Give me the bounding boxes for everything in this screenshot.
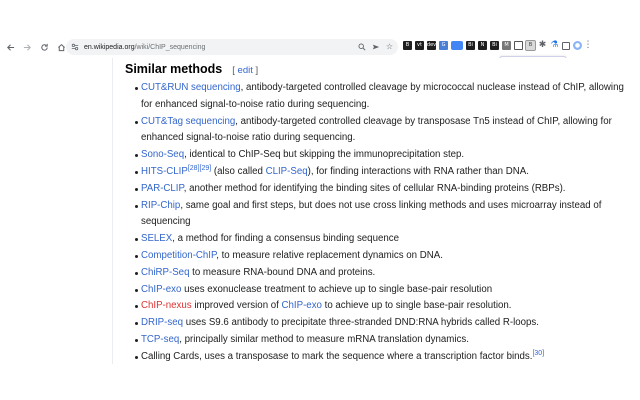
list-item: DRIP-seq uses S9.6 antibody to precipitate three-stranded DND:RNA hybrids called R-loops. (141, 315, 631, 332)
list-item: ChiRP-Seq to measure RNA-bound DNA and proteins. (141, 265, 631, 282)
citation-link[interactable]: [30] (532, 349, 545, 357)
browser-toolbar (0, 36, 640, 58)
extension-icon[interactable] (514, 41, 523, 50)
list-item: Calling Cards, uses a transposase to mark the sequence where a transcription factor binds.[30] (141, 349, 631, 366)
share-icon[interactable] (371, 42, 380, 51)
extension-icon[interactable]: Bi (466, 41, 475, 50)
extension-icon[interactable]: dev (426, 42, 437, 48)
extension-badge-icon[interactable] (451, 41, 463, 50)
list-item: HITS-CLIP[28][29] (also called CLIP-Seq), for finding interactions with RNA rather than DNA. (141, 164, 631, 181)
item-link[interactable]: RIP-Chip (141, 199, 181, 211)
extension-icon[interactable]: B (403, 41, 412, 50)
extension-icon[interactable]: vt (415, 41, 424, 50)
bulletpoints-extension-icon[interactable]: B (526, 41, 535, 50)
url-text[interactable]: en.wikipedia.org/wiki/ChIP_sequencing (84, 43, 206, 51)
edit-section: [ edit ] (232, 65, 259, 76)
forward-icon[interactable] (20, 40, 34, 54)
section-title: Similar methods (125, 62, 223, 76)
list-item: Sono-Seq, identical to ChIP-Seq but skipping the immunoprecipitation step. (141, 147, 631, 164)
list-item: CUT&RUN sequencing, antibody-targeted controlled cleavage by micrococcal nuclease instead of ChIP, allowing for enhanced signal-to-noise ratio during sequencing. (141, 80, 631, 114)
citation-link[interactable]: [29] (199, 164, 212, 172)
zoom-icon[interactable] (357, 42, 366, 51)
item-link[interactable]: CLIP-Seq (265, 165, 308, 177)
item-link[interactable]: SELEX (141, 233, 173, 245)
extension-icon[interactable]: M (502, 41, 511, 50)
list-item: CUT&Tag sequencing, antibody-targeted controlled cleavage by transposase Tn5 instead of ChIP, allowing for enhanced signal-to-noise ratio during sequencing. (141, 114, 631, 148)
item-link[interactable]: Sono-Seq (141, 149, 185, 161)
extension-icon[interactable]: N (478, 41, 487, 50)
list-item: RIP-Chip, same goal and first steps, but does not use cross linking methods and uses microarray instead of sequencing (141, 198, 631, 232)
item-link[interactable]: PAR-CLIP (141, 182, 184, 194)
labs-flask-icon[interactable]: ⚗ (550, 40, 559, 50)
bookmark-star-icon[interactable]: ☆ (385, 42, 394, 51)
article-content (112, 58, 640, 364)
side-panel-icon[interactable] (562, 42, 570, 50)
list-item: Competition-ChIP, to measure relative replacement dynamics on DNA. (141, 248, 631, 265)
edit-section-link[interactable]: edit (237, 65, 253, 76)
item-link[interactable]: ChiRP-Seq (141, 266, 190, 278)
extensions-puzzle-icon[interactable]: ✱ (538, 40, 547, 50)
list-item: SELEX, a method for finding a consensus binding sequence (141, 231, 631, 248)
list-item: ChIP-nexus improved version of ChIP-exo to achieve up to single base-pair resolution. (141, 298, 631, 315)
page-bottom-area (0, 364, 640, 400)
address-bar[interactable] (66, 39, 398, 55)
item-link[interactable]: DRIP-seq (141, 317, 183, 329)
item-link[interactable]: HITS-CLIP (141, 165, 188, 177)
item-redlink[interactable]: ChIP-nexus (141, 300, 192, 312)
section-heading (125, 62, 258, 76)
item-link[interactable]: CUT&Tag sequencing (141, 115, 236, 127)
item-link[interactable]: Competition-ChIP (141, 249, 217, 261)
item-link[interactable]: TCP-seq (141, 333, 180, 345)
item-link[interactable]: ChIP-exo (281, 300, 322, 312)
kebab-menu-icon[interactable]: ⋮ (583, 40, 593, 50)
list-item: ChIP-exo uses exonuclease treatment to achieve up to single base-pair resolution (141, 282, 631, 299)
similar-methods-list (141, 80, 631, 366)
translate-extension-icon[interactable]: G (439, 41, 448, 50)
item-link[interactable]: ChIP-exo (141, 283, 182, 295)
item-link[interactable]: CUT&RUN sequencing (141, 82, 241, 93)
list-item: TCP-seq, principally similar method to measure mRNA translation dynamics. (141, 332, 631, 349)
back-icon[interactable] (3, 40, 17, 54)
citation-link[interactable]: [28] (187, 164, 200, 172)
reload-icon[interactable] (37, 40, 51, 54)
list-item: PAR-CLIP, another method for identifying the binding sites of cellular RNA-binding proteins (RBPs). (141, 181, 631, 198)
extensions-bar (403, 41, 591, 50)
extension-icon[interactable]: Bi (490, 41, 499, 50)
site-info-icon[interactable] (71, 43, 79, 51)
profile-avatar-icon[interactable]: ● (574, 41, 581, 49)
